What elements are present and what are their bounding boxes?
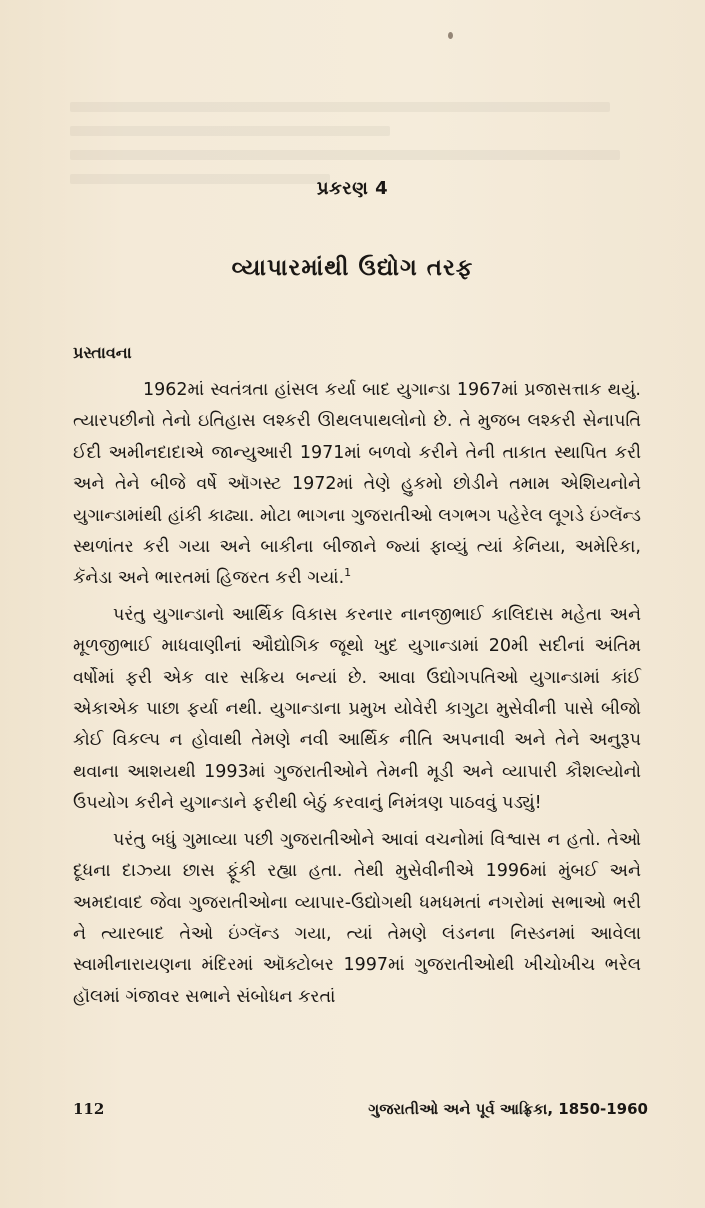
section-heading: પ્રસ્તાવના <box>73 343 132 362</box>
paragraph-1 <box>73 375 641 595</box>
paragraph-3-text: પરંતુ બધું ગુમાવ્યા પછી ગુજરાતીઓને આવાં વચનોમાં વિશ્વાસ ન હતો. તેઓ દૂધના દાઝ્યા છાસ ફૂંકી રહ્યા હતા. તેથી મુસેવીનીએ 1996માં મુંબઈ અને અમદાવાદ જેવા ગુજરાતીઓના વ્યાપાર-ઉદ્યોગથી ધમધમતાં નગરોમાં સભાઓ ભરી ને ત્યારબાદ તેઓ ઇંગ્લૅન્ડ ગયા, ત્યાં તેમણે લંડનના નિસ્ડનમાં આવેલા સ્વામીનારાયણના મંદિરમાં ઑક્ટોબર 1997માં ગુજરાતીઓથી ખીચોખીચ ભરેલ હૉલમાં ગંજાવર સભાને સંબોધન કરતાં <box>73 829 641 1007</box>
running-title: ગુજરાતીઓ અને પૂર્વ આફ્રિકા, 1850-1960 <box>368 1100 648 1118</box>
paper-speck <box>448 32 453 39</box>
paragraph-2 <box>73 600 641 820</box>
paragraph-2-text: પરંતુ યુગાન્ડાનો આર્થિક વિકાસ કરનાર નાનજીભાઈ કાલિદાસ મહેતા અને મૂળજીભાઈ માધવાણીનાં ઔદ્યોગિક જૂથો ખુદ યુગાન્ડામાં 20મી સદીનાં અંતિમ વર્ષોમાં ફરી એક વાર સક્રિય બન્યાં છે. આવા ઉદ્યોગપતિઓ યુગાન્ડામાં કાંઈ એકાએક પાછા ફર્યા નથી. યુગાન્ડાના પ્રમુખ યોવેરી કાગુટા મુસેવીની પાસે બીજો કોઈ વિકલ્પ ન હોવાથી તેમણે નવી આર્થિક નીતિ અપનાવી અને તેને અનુરૂપ થવાના આશયથી 1993માં ગુજરાતીઓને તેમની મૂડી અને વ્યાપારી કૌશલ્યોનો ઉપયોગ કરીને યુગાન્ડાને ફરીથી બેઠું કરવાનું નિમંત્રણ પાઠવવું પડ્યું! <box>73 604 641 814</box>
paragraph-1-text: 1962માં સ્વતંત્રતા હાંસલ કર્યા બાદ યુગાન્ડા 1967માં પ્રજાસત્તાક થયું. ત્યારપછીનો તેનો ઇતિહાસ લશ્કરી ઊથલપાથલોનો છે. તે મુજબ લશ્કરી સેનાપતિ ઈદી અમીનદાદાએ જાન્યુઆરી 1971માં બળવો કરીને તેની તાકાત સ્થાપિત કરી અને તેને બીજે વર્ષે ઑગસ્ટ 1972માં તેણે હુકમો છોડીને તમામ એશિયનોને યુગાન્ડામાંથી હાંકી કાઢ્યા. મોટા ભાગના ગુજરાતીઓ લગભગ પહેરેલ લૂગડે ઇંગ્લૅન્ડ સ્થળાંતર કરી ગયા અને બાકીના બીજાને જ્યાં ફાવ્યું ત્યાં કેનિયા, અમેરિકા, કૅનેડા અને ભારતમાં હિજરત કરી ગયાં. <box>73 380 641 589</box>
chapter-number: પ્રકરણ 4 <box>316 178 389 199</box>
chapter-title: વ્યાપારમાંથી ઉદ્યોગ તરફ <box>231 255 474 281</box>
paragraph-3 <box>73 825 641 1013</box>
page-number: 112 <box>73 1100 105 1118</box>
footnote-reference: 1 <box>344 566 352 580</box>
body-text <box>73 375 641 1018</box>
